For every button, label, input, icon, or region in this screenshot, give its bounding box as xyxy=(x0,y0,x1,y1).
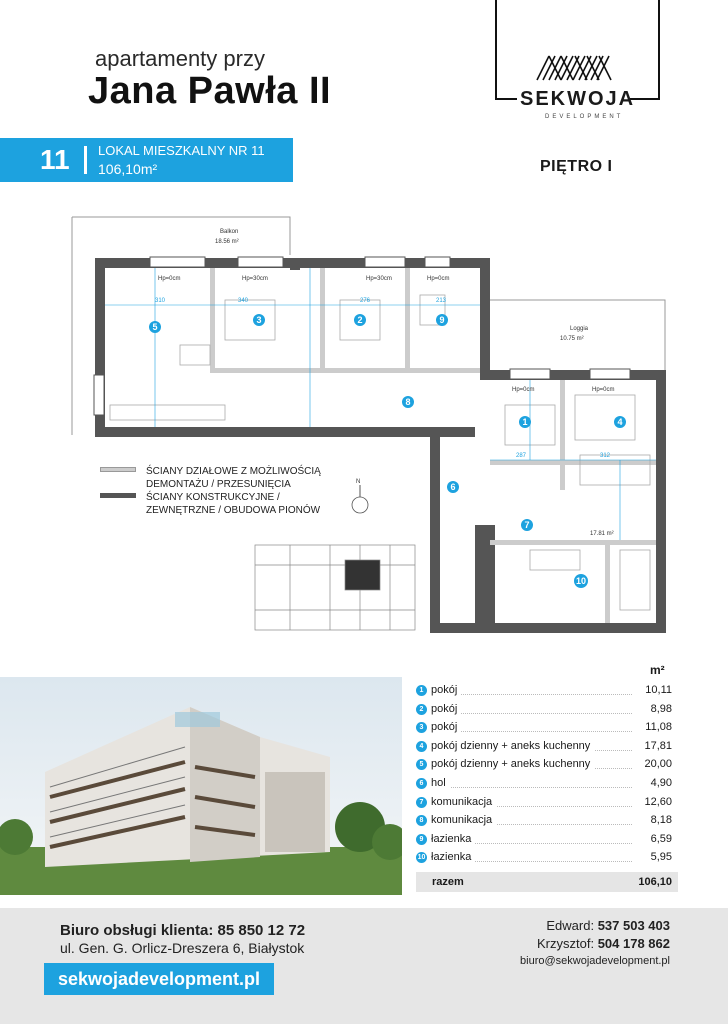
room-area: 8,98 xyxy=(650,702,672,715)
room-number-badge: 4 xyxy=(416,741,427,752)
room-row xyxy=(416,739,672,755)
floor-label: PIĘTRO I xyxy=(540,158,613,175)
floor-plan xyxy=(60,205,670,645)
unit-band xyxy=(0,138,293,182)
balcony-area: 18.56 m² xyxy=(215,239,239,245)
contact-edward xyxy=(546,918,670,933)
room-name: pokój xyxy=(431,703,461,715)
room-area: 12,60 xyxy=(644,795,672,808)
compass-icon xyxy=(352,479,368,513)
rooms-unit-header: m² xyxy=(650,663,665,677)
footer xyxy=(0,908,728,1024)
window-height-label: Hp=0cm xyxy=(427,276,450,282)
room-name: łazienka xyxy=(431,833,475,845)
room-markers xyxy=(149,314,626,588)
room-name: pokój dzienny + aneks kuchenny xyxy=(431,758,594,770)
window-height-label: Hp=30cm xyxy=(242,276,268,282)
office-address: ul. Gen. G. Orlicz-Dreszera 6, Białystok xyxy=(60,940,305,956)
key-plan xyxy=(255,545,415,630)
svg-text:4: 4 xyxy=(617,417,623,427)
room-row xyxy=(416,850,672,866)
room-row xyxy=(416,813,672,829)
room-name: pokój dzienny + aneks kuchenny xyxy=(431,740,594,752)
leader-dots xyxy=(431,787,632,788)
dim-label: 287 xyxy=(516,453,527,459)
room-number-badge: 10 xyxy=(417,854,426,862)
room-row xyxy=(416,757,672,773)
room-row xyxy=(416,720,672,736)
contact-name: Krzysztof: xyxy=(537,936,595,951)
room-marker-1 xyxy=(519,416,531,428)
room-number-badge: 7 xyxy=(416,797,427,808)
contact-phone[interactable]: 537 503 403 xyxy=(597,918,670,933)
unit-area: 106,10m² xyxy=(98,161,158,177)
dim-label: 340 xyxy=(238,298,249,304)
room-row xyxy=(416,832,672,848)
room-marker-4 xyxy=(614,416,626,428)
room-row xyxy=(416,795,672,811)
total-value: 106,10 xyxy=(638,876,672,888)
project-title: Jana Pawła II xyxy=(88,70,332,112)
window-height-label: Hp=0cm xyxy=(158,276,181,282)
svg-text:N: N xyxy=(356,479,361,485)
room-row xyxy=(416,683,672,699)
room-marker-2 xyxy=(354,314,366,326)
brand-tagline: DEVELOPMENT xyxy=(545,114,624,120)
room-number-badge: 5 xyxy=(416,759,427,770)
loggia-label: Loggia xyxy=(570,326,589,332)
balcony-label: Balkon xyxy=(220,229,239,235)
logo-frame xyxy=(495,0,660,100)
room-name: łazienka xyxy=(431,851,475,863)
unit-name: LOKAL MIESZKALNY NR 11 xyxy=(98,143,265,158)
legend-text: ŚCIANY KONSTRUKCYJNE / ZEWNĘTRZNE / OBUDOWA PIONÓW xyxy=(146,492,321,516)
room-number-badge: 8 xyxy=(416,815,427,826)
room-area: 5,95 xyxy=(650,851,672,864)
website-link[interactable]: sekwojadevelopment.pl xyxy=(44,963,274,995)
svg-text:9: 9 xyxy=(439,315,445,325)
room-marker-7 xyxy=(521,519,533,531)
contact-krzysztof xyxy=(537,936,670,951)
sekwoja-logo-icon xyxy=(535,52,615,82)
room-name: pokój xyxy=(431,684,461,696)
room-name: pokój xyxy=(431,721,461,733)
unit-number: 11 xyxy=(40,144,70,175)
room-marker-10 xyxy=(574,574,588,588)
total-row xyxy=(416,872,678,892)
room-marker-8 xyxy=(402,396,414,408)
loggia-area: 10.75 m² xyxy=(560,336,584,342)
room-number-badge: 6 xyxy=(416,778,427,789)
room-marker-6 xyxy=(447,481,459,493)
contact-email[interactable]: biuro@sekwojadevelopment.pl xyxy=(520,955,670,967)
room-area: 20,00 xyxy=(644,758,672,771)
brand-name: SEKWOJA xyxy=(520,88,636,110)
svg-text:2: 2 xyxy=(357,315,363,325)
svg-text:7: 7 xyxy=(524,520,530,530)
room-name: komunikacja xyxy=(431,796,496,808)
legend-swatch-structural xyxy=(100,493,136,498)
contact-phone[interactable]: 504 178 862 xyxy=(597,936,670,951)
room-row xyxy=(416,702,672,718)
contact-name: Edward: xyxy=(546,918,595,933)
svg-text:10: 10 xyxy=(575,576,587,586)
room-area: 17,81 xyxy=(644,739,672,752)
unit-separator xyxy=(84,146,87,174)
room-number-badge: 2 xyxy=(416,704,427,715)
balcony-outline xyxy=(72,217,290,255)
svg-text:6: 6 xyxy=(450,482,456,492)
svg-text:5: 5 xyxy=(152,322,158,332)
room-row xyxy=(416,776,672,792)
building-photo xyxy=(0,677,402,895)
room-name: hol xyxy=(431,777,450,789)
total-label: razem xyxy=(432,876,464,888)
client-office-phone: Biuro obsługi klienta: 85 850 12 72 xyxy=(60,922,306,939)
dim-label: 312 xyxy=(600,453,611,459)
room-marker-3 xyxy=(253,314,265,326)
window-height-label: Hp=0cm xyxy=(512,387,535,393)
svg-text:8: 8 xyxy=(405,397,411,407)
window-height-label: Hp=30cm xyxy=(366,276,392,282)
legend-text: ŚCIANY DZIAŁOWE Z MOŻLIWOŚCIĄ DEMONTAŻU / PRZESUNIĘCIA xyxy=(146,466,321,490)
project-subtitle: apartamenty przy xyxy=(95,46,265,71)
dim-label: 213 xyxy=(436,298,447,304)
svg-text:1: 1 xyxy=(522,417,528,427)
room-number-badge: 9 xyxy=(416,834,427,845)
dim-label: 276 xyxy=(360,298,371,304)
room-area: 10,11 xyxy=(645,684,672,696)
room-number-badge: 3 xyxy=(416,722,427,733)
room-number-badge: 1 xyxy=(416,685,427,696)
room-area: 8,18 xyxy=(650,814,672,827)
room-area: 6,59 xyxy=(650,832,672,845)
loggia-outline xyxy=(485,300,665,370)
room-marker-9 xyxy=(436,314,448,326)
svg-text:3: 3 xyxy=(256,315,262,325)
room-name: komunikacja xyxy=(431,814,496,826)
room-area: 11,08 xyxy=(645,721,672,734)
room4-area-label: 17.81 m² xyxy=(590,531,614,537)
dim-label: 310 xyxy=(155,298,166,304)
window-height-label: Hp=0cm xyxy=(592,387,615,393)
room-area: 4,90 xyxy=(650,777,672,789)
room-marker-5 xyxy=(149,321,161,333)
legend-swatch-partition xyxy=(100,467,136,472)
